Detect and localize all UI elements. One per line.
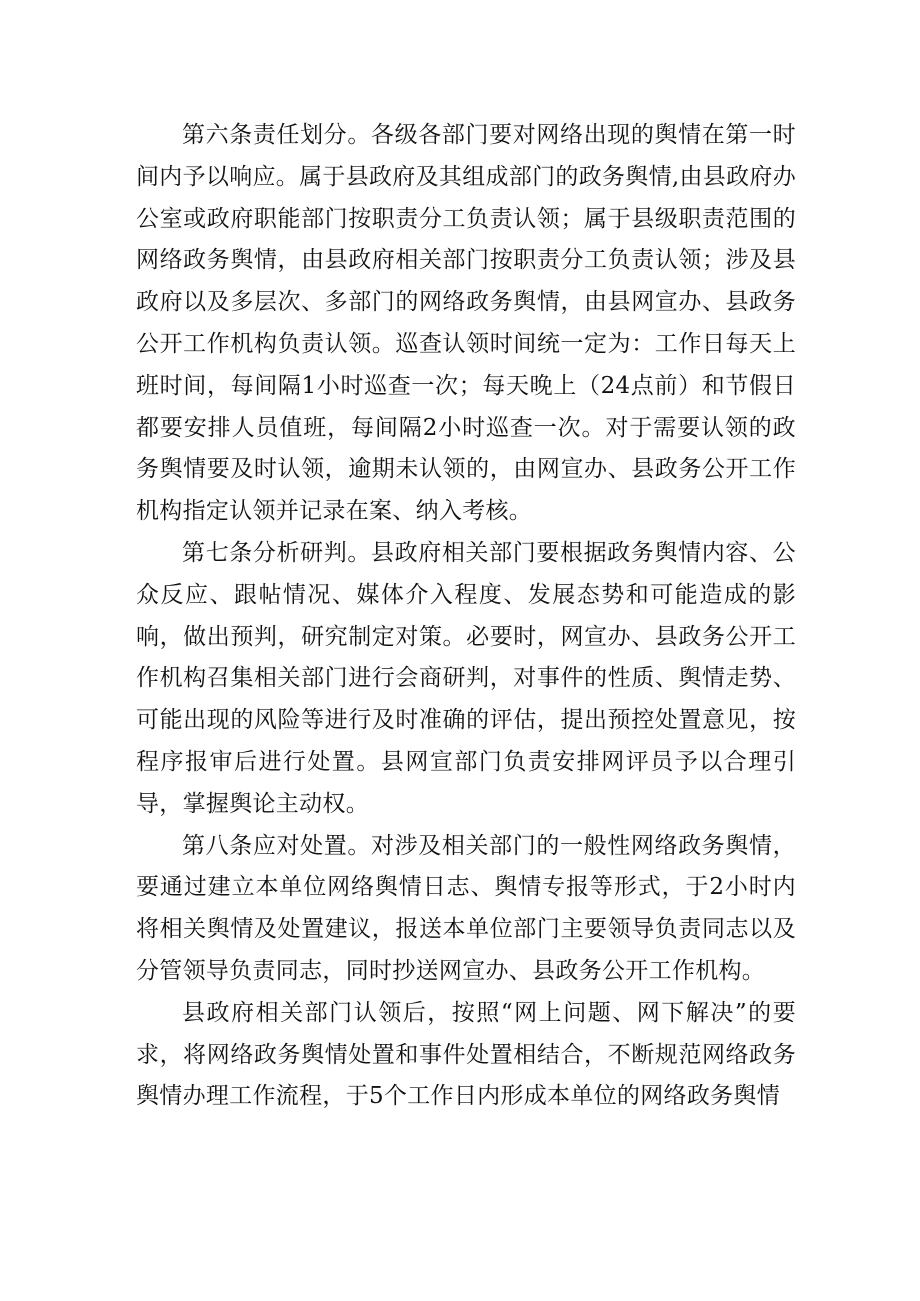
paragraph-follow-up: 县政府相关部门认领后，按照“网上问题、网下解决”的要求，将网络政务舆情处置和事件处置相结合，不断规范网络政务舆情办理工作流程，于5个工作日内形成本单位的网络政务舆情 xyxy=(136,999,796,1110)
paragraph-article-7: 第七条分析研判。县政府相关部门要根据政务舆情内容、公众反应、跟帖情况、媒体介入程度、发展态势和可能造成的影响，做出预判，研究制定对策。必要时，网宣办、县政务公开工作机构召集相关部门进行会商研判，对事件的性质、舆情走势、可能出现的风险等进行及时准确的评估，提出预控处置意见，按程序报审后进行处置。县网宣部门负责安排网评员予以合理引导，掌握舆论主动权。 xyxy=(136,539,796,817)
paragraph-article-8: 第八条应对处置。对涉及相关部门的一般性网络政务舆情，要通过建立本单位网络舆情日志、舆情专报等形式，于2小时内将相关舆情及处置建议，报送本单位部门主要领导负责同志以及分管领导负责同志，同时抄送网宣办、县政务公开工作机构。 xyxy=(136,832,796,984)
document-body xyxy=(136,115,796,1118)
paragraph-article-6: 第六条责任划分。各级各部门要对网络出现的舆情在第一时间内予以响应。属于县政府及其组成部门的政务舆情,由县政府办公室或政府职能部门按职责分工负责认领；属于县级职责范围的网络政务舆情，由县政府相关部门按职责分工负责认领；涉及县政府以及多层次、多部门的网络政务舆情，由县网宣办、县政务公开工作机构负责认领。巡查认领时间统一定为：工作日每天上班时间，每间隔1小时巡查一次；每天晚上（24点前）和节假日都要安排人员值班，每间隔2小时巡查一次。对于需要认领的政务舆情要及时认领，逾期未认领的，由网宣办、县政务公开工作机构指定认领并记录在案、纳入考核。 xyxy=(136,122,797,525)
